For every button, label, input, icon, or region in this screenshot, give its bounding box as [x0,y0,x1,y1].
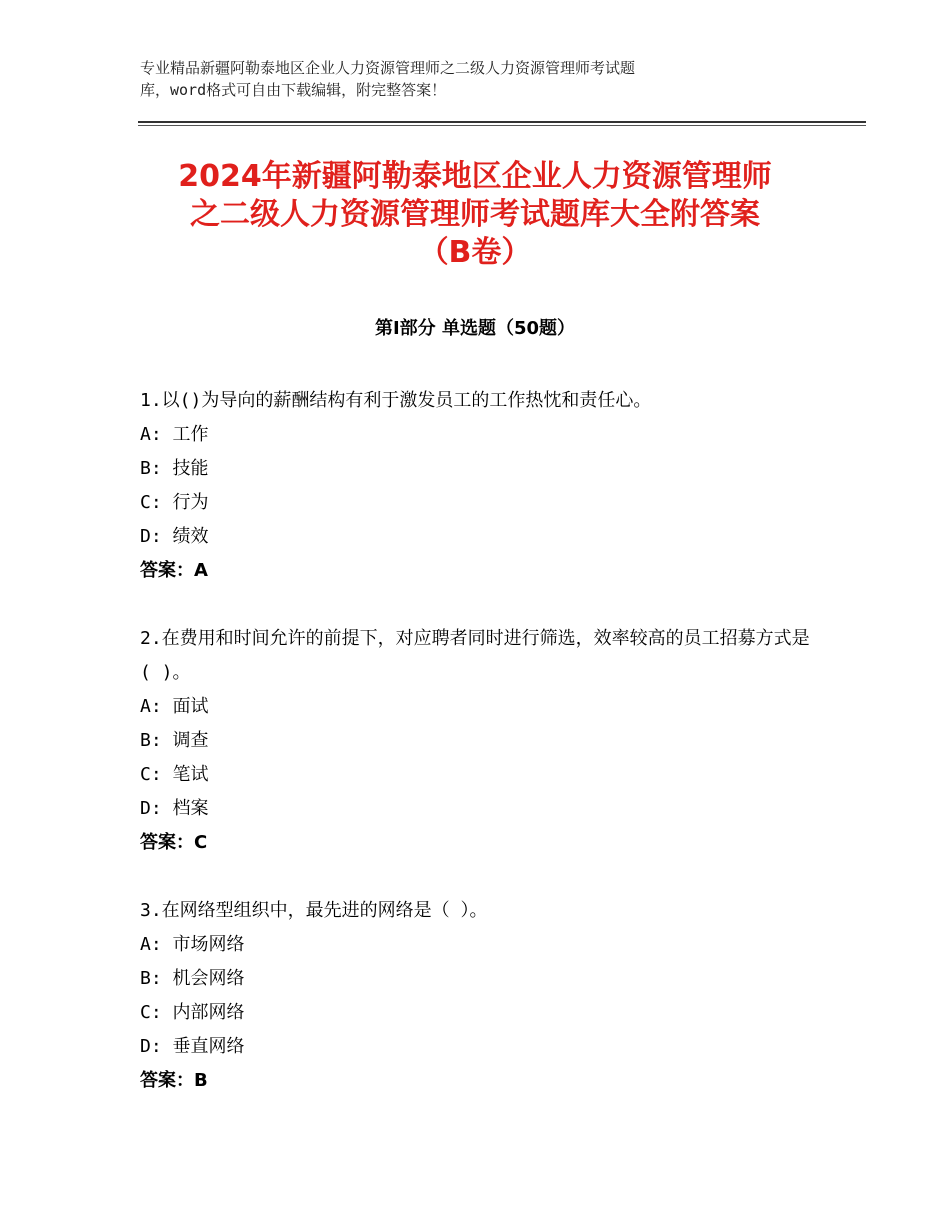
option-d: D: 档案 [140,798,209,819]
question-stem: 2.在费用和时间允许的前提下，对应聘者同时进行筛选，效率较高的员工招募方式是( )。 [140,628,810,683]
answer: 答案：C [140,832,208,853]
option-b: B: 机会网络 [140,968,245,989]
answer: 答案：B [140,1070,208,1091]
section-title: 第Ⅰ部分 单选题（50题） [374,318,575,339]
question-2 [140,622,820,860]
question-stem: 1.以()为导向的薪酬结构有利于激发员工的工作热忱和责任心。 [140,390,652,411]
question-list [140,384,820,1132]
option-a: A: 市场网络 [140,934,245,955]
header-note [140,57,780,101]
question-1 [140,384,820,588]
question-stem: 3.在网络型组织中，最先进的网络是（ ）。 [140,900,488,921]
title-line1: 2024年新疆阿勒泰地区企业人力资源管理师 [178,159,772,194]
option-c: C: 内部网络 [140,1002,245,1023]
document-title [80,158,870,272]
option-d: D: 垂直网络 [140,1036,245,1057]
title-line3: （B卷） [418,235,532,270]
title-line2: 之二级人力资源管理师考试题库大全附答案 [190,197,760,232]
header-divider-thin [138,125,866,126]
option-d: D: 绩效 [140,526,209,547]
option-a: A: 面试 [140,696,209,717]
header-note-line2: 库，word格式可自由下载编辑，附完整答案！ [140,81,447,99]
option-a: A: 工作 [140,424,209,445]
header-note-line1: 专业精品新疆阿勒泰地区企业人力资源管理师之二级人力资源管理师考试题 [140,59,636,77]
option-b: B: 技能 [140,458,209,479]
header-divider-thick [138,121,866,123]
question-3 [140,894,820,1098]
option-c: C: 笔试 [140,764,209,785]
option-b: B: 调查 [140,730,209,751]
option-c: C: 行为 [140,492,209,513]
answer: 答案：A [140,560,208,581]
